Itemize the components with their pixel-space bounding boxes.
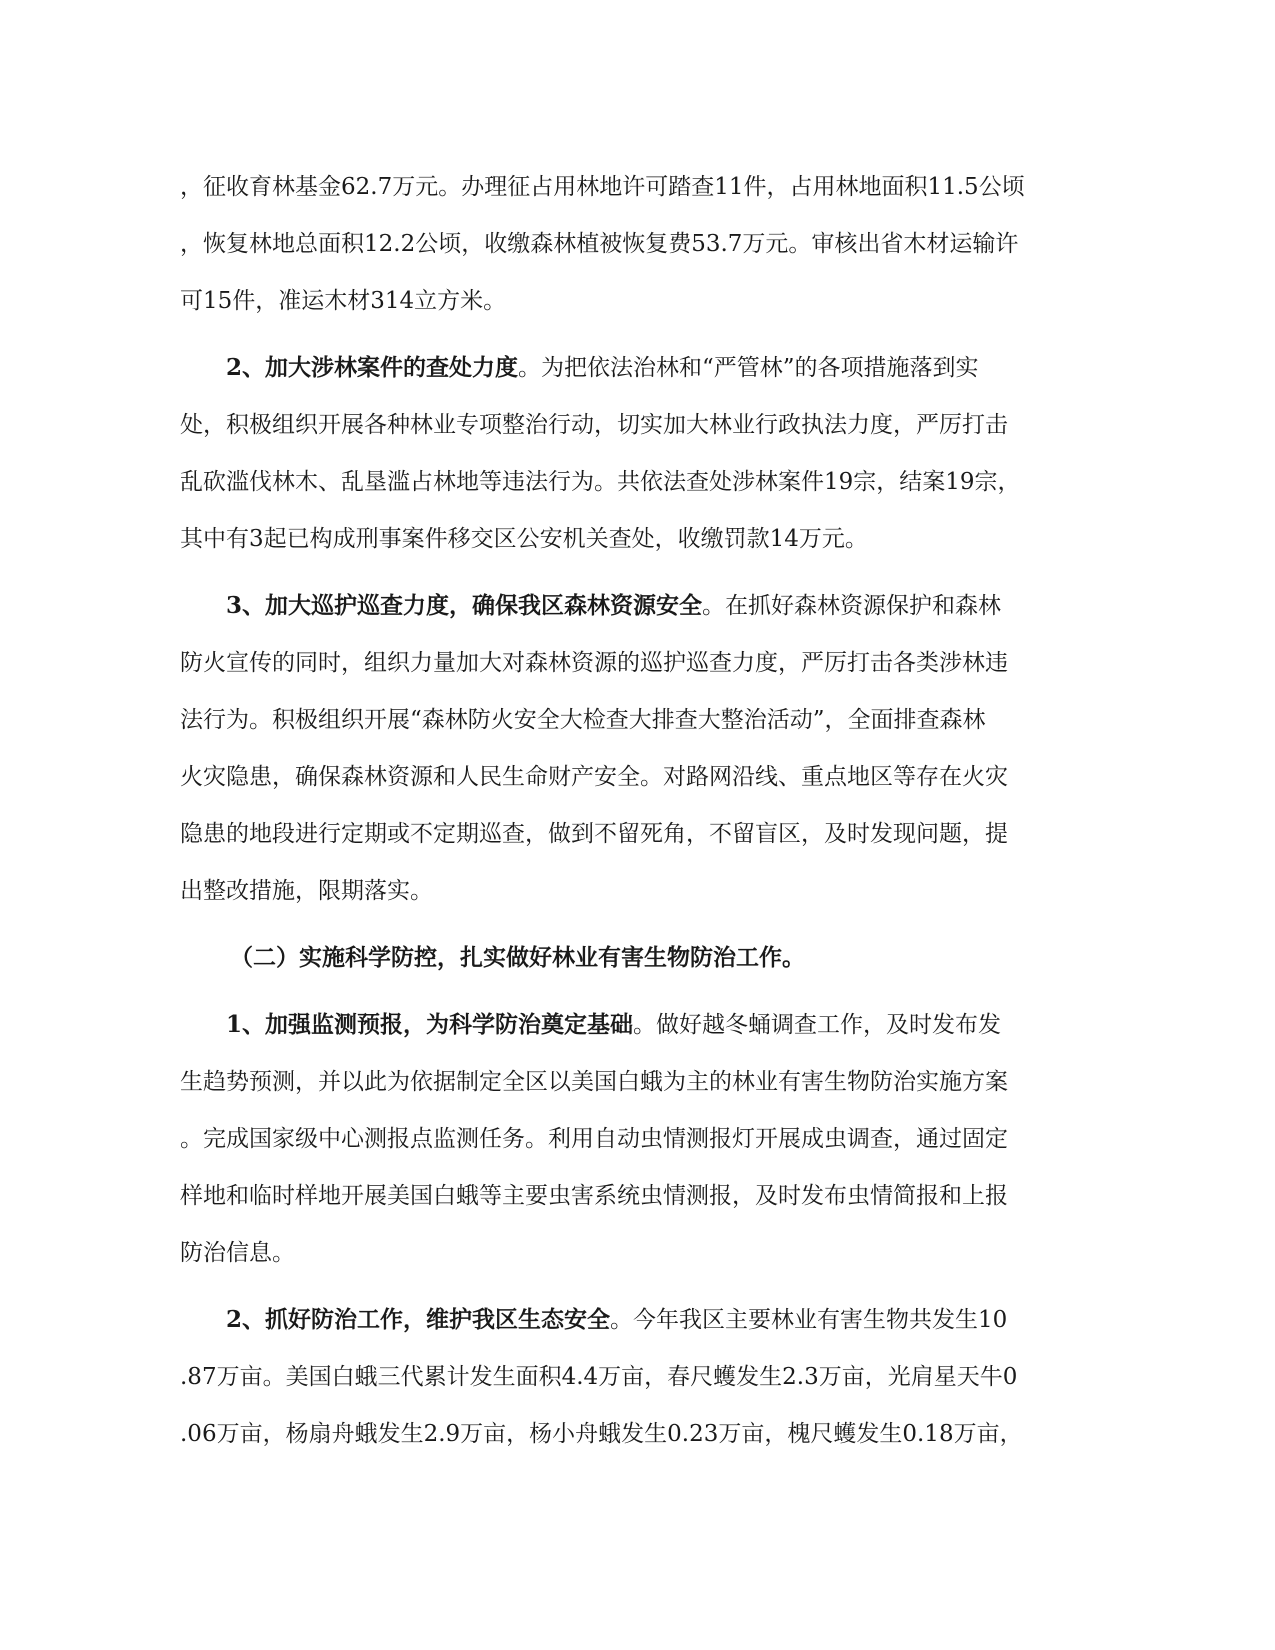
text-line: .87万亩。美国白蛾三代累计发生面积4.4万亩，春尺蠖发生2.3万亩，光肩星天牛0 bbox=[180, 1364, 1018, 1390]
text-line: 法行为。积极组织开展“森林防火安全大检查大排查大整治活动”，全面排查森林 bbox=[180, 707, 986, 733]
text-line: 。完成国家级中心测报点监测任务。利用自动虫情测报灯开展成虫调查，通过固定 bbox=[180, 1126, 1008, 1152]
text-line: ，恢复林地总面积12.2公顷，收缴森林植被恢复费53.7万元。审核出省木材运输许 bbox=[180, 231, 1019, 257]
paragraph-forest-fund bbox=[180, 165, 1040, 336]
paragraph-text: 。在抓好森林资源保护和森林 bbox=[702, 593, 1002, 619]
text-line: 防治信息。 bbox=[180, 1240, 295, 1266]
paragraph-heading: 2、抓好防治工作，维护我区生态安全 bbox=[226, 1306, 611, 1333]
paragraph-text: 。做好越冬蛹调查工作，及时发布发 bbox=[633, 1012, 1002, 1038]
text-line: 其中有3起已构成刑事案件移交区公安机关查处，收缴罚款14万元。 bbox=[180, 526, 868, 552]
text-line: ，征收育林基金62.7万元。办理征占用林地许可踏查11件，占用林地面积11.5公顷 bbox=[180, 174, 1025, 200]
paragraph-first-line bbox=[180, 1298, 1040, 1355]
text-line: 火灾隐患，确保森林资源和人民生命财产安全。对路网沿线、重点地区等存在火灾 bbox=[180, 764, 1008, 790]
paragraph-case-investigation bbox=[180, 346, 1040, 574]
text-line: 可15件，准运木材314立方米。 bbox=[180, 288, 507, 314]
paragraph-monitoring-forecast bbox=[180, 1003, 1040, 1288]
section-heading: （二）实施科学防控，扎实做好林业有害生物防治工作。 bbox=[230, 944, 805, 971]
document-page bbox=[180, 165, 1040, 1469]
paragraph-patrol-inspection bbox=[180, 584, 1040, 926]
text-line: 处，积极组织开展各种林业专项整治行动，切实加大林业行政执法力度，严厉打击 bbox=[180, 412, 1008, 438]
text-line: 隐患的地段进行定期或不定期巡查，做到不留死角，不留盲区，及时发现问题，提 bbox=[180, 821, 1008, 847]
paragraph-first-line bbox=[180, 584, 1040, 641]
paragraph-heading: 3、加大巡护巡查力度，确保我区森林资源安全 bbox=[226, 592, 703, 619]
paragraph-first-line bbox=[180, 346, 1040, 403]
text-line: 防火宣传的同时，组织力量加大对森林资源的巡护巡查力度，严厉打击各类涉林违 bbox=[180, 650, 1008, 676]
paragraph-text: 。为把依法治林和“严管林”的各项措施落到实 bbox=[518, 355, 979, 381]
text-line: 样地和临时样地开展美国白蛾等主要虫害系统虫情测报，及时发布虫情简报和上报 bbox=[180, 1183, 1008, 1209]
text-line: 生趋势预测，并以此为依据制定全区以美国白蛾为主的林业有害生物防治实施方案 bbox=[180, 1069, 1008, 1095]
text-line: .06万亩，杨扇舟蛾发生2.9万亩，杨小舟蛾发生0.23万亩，槐尺蠖发生0.18万亩， bbox=[180, 1421, 1023, 1447]
paragraph-first-line bbox=[180, 1003, 1040, 1060]
paragraph-heading: 1、加强监测预报，为科学防治奠定基础 bbox=[226, 1011, 634, 1038]
text-line: 乱砍滥伐林木、乱垦滥占林地等违法行为。共依法查处涉林案件19宗，结案19宗， bbox=[180, 469, 1021, 495]
text-line: 出整改措施，限期落实。 bbox=[180, 878, 433, 904]
paragraph-pest-control bbox=[180, 1298, 1040, 1469]
paragraph-heading: 2、加大涉林案件的查处力度 bbox=[226, 354, 519, 381]
paragraph-text: 。今年我区主要林业有害生物共发生10 bbox=[610, 1307, 1008, 1333]
